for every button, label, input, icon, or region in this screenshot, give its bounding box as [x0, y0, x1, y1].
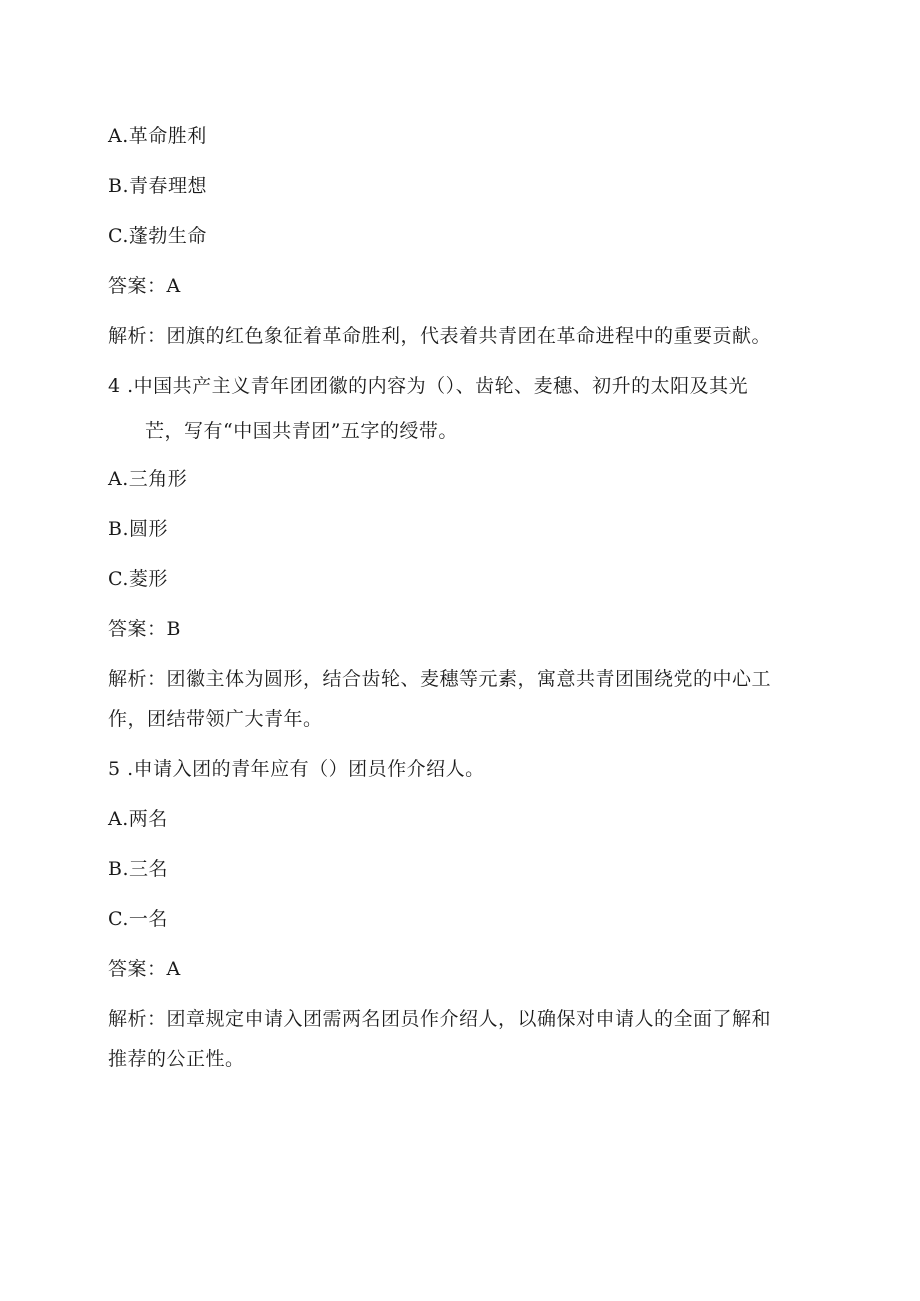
option-c-q3: C.蓬勃生命: [108, 225, 207, 247]
option-a-q4: A.三角形: [108, 468, 188, 490]
option-b-q3: B.青春理想: [108, 175, 208, 197]
explanation-q3: 解析：团旗的红色象征着革命胜利，代表着共青团在革命进程中的重要贡献。: [108, 325, 772, 347]
option-c-q4: C.菱形: [108, 568, 168, 590]
answer-q4: 答案：B: [108, 618, 181, 640]
explanation-q4-line-1: 解析：团徽主体为圆形，结合齿轮、麦穗等元素，寓意共青团围绕党的中心工: [108, 668, 772, 690]
answer-q5: 答案：A: [108, 958, 181, 980]
option-a-q5: A.两名: [108, 808, 168, 830]
explanation-q4-line-2: 作，团结带领广大青年。: [108, 708, 323, 730]
explanation-q5-line-1: 解析：团章规定申请入团需两名团员作介绍人，以确保对申请人的全面了解和: [108, 1008, 772, 1030]
option-b-q5: B.三名: [108, 858, 169, 880]
option-c-q5: C.一名: [108, 908, 168, 930]
question-5: 5 .申请入团的青年应有（）团员作介绍人。: [108, 758, 485, 780]
explanation-q5-line-2: 推荐的公正性。: [108, 1048, 245, 1070]
question-4-line-2: 芒，写有“中国共青团”五字的绶带。: [145, 420, 458, 442]
option-b-q4: B.圆形: [108, 518, 169, 540]
option-a-q3: A.革命胜利: [108, 125, 207, 147]
question-4-line-1: 4 .中国共产主义青年团团徽的内容为（）、齿轮、麦穗、初升的太阳及其光: [108, 375, 749, 397]
answer-q3: 答案：A: [108, 275, 181, 297]
